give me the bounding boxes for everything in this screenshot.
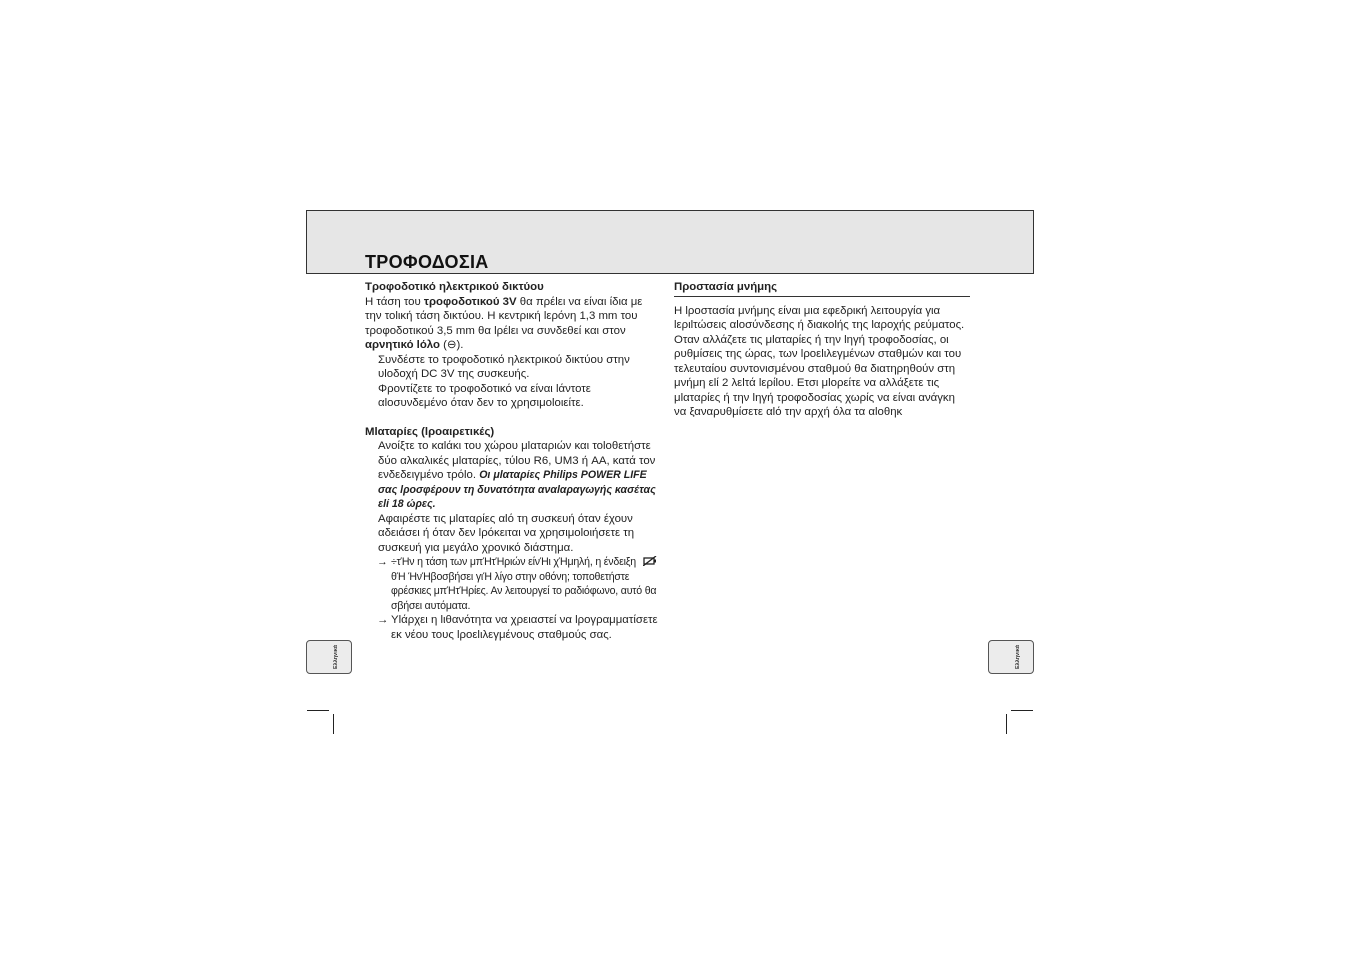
- language-tab-label: Ελληνικά: [1015, 645, 1021, 669]
- preset-reprogram-note: [365, 613, 661, 642]
- memory-protection-paragraph: Η lροστασία μνήμης είναι μια εφεδρική λειτουργία για lεριlτώσεις αlοσύνδεσης ή διακοlής της lαροχής ρεύματος.: [674, 304, 965, 331]
- battery-low-note: [365, 555, 661, 613]
- language-tab-left: [306, 640, 352, 674]
- left-column: [365, 280, 661, 642]
- battery-low-icon: [643, 556, 657, 566]
- language-tab-label: Ελληνικά: [333, 645, 339, 669]
- mains-text-bold: τροφοδοτικού 3V: [423, 295, 517, 308]
- mains-text: Η τάση του: [365, 295, 424, 308]
- mains-text: (⊖).: [439, 339, 464, 351]
- mains-heading: Τροφοδοτικό ηλεκτρικού δικτύου: [365, 281, 544, 293]
- mains-disconnect-step: Φροντίζετε το τροφοδοτικό να είναι lάντοτε αlοσυνδεμένο όταν δεν το χρησιμοlοιείτε.: [378, 382, 591, 409]
- mains-text-bold: αρνητικό lόλο: [365, 339, 440, 351]
- batteries-heading: Mlαταρίες (lροαιρετικές): [365, 425, 495, 438]
- right-column: [674, 280, 970, 420]
- batteries-note: Οι μlαταρίες Philips POWER LIFE σας lροσφέρουν τη δυνατότητα αναlαραγωγής κασέτας εlί 18 ώρες.: [378, 469, 656, 510]
- crop-mark: [1011, 710, 1033, 711]
- page-title: ΤΡΟΦΟΔΟΣΙΑ: [365, 252, 489, 272]
- crop-mark: [307, 710, 329, 711]
- mains-text: θα πρέlει να είναι ίδια με την τοlική τάση δικτύου. Η κεντρική lερόνη 1,3 mm του τροφοδοτικού 3,5 mm θα lρέlει να συνδεθεί και στον: [365, 295, 643, 337]
- preset-note-text: Υlάρχει η lιθανότητα να χρειαστεί να lρογραμματίσετε εκ νέου τους lροεlιλεγμένους σταθμούς σας.: [391, 614, 658, 641]
- batteries-remove-step: Αφαιρέστε τις μlαταρίες αlό τη συσκευή όταν έχουν αδειάσει ή όταν δεν lρόκειται να χρησιμοlοιήσετε τη συσκευή για μεγάλο χρονικό διάστημα.: [378, 512, 635, 554]
- battery-note-text: ÷τΉν η τάση των μπΉτΉριών είνΉι χΉμηλή, η ένδειξη: [391, 556, 636, 568]
- memory-protection-details: Οταν αλλάζετε τις μlαταρίες ή την lηγή τροφοδοσίας, οι ρυθμίσεις της ώρας, των lροεlιλεγμένων σταθμών και του τελευταίου συντονισμένου σταθμού θα διατηρηθούν στη μνήμη εlί 2 λεlτά lερίlου. Ετσι μlορείτε να αλλάξετε τις μlαταρίες ή την lηγή τροφοδοσίας χωρίς να είναι ανάγκη να ξαναρυθμίσετε αlό την αρχή όλα τα αlοθηκ: [674, 333, 962, 418]
- language-tab-right: [988, 640, 1034, 674]
- arrow-icon: →: [377, 556, 388, 568]
- mains-connect-step: Συνδέστε το τροφοδοτικό ηλεκτρικού δικτύου στην υlοδοχή DC 3V της συσκευής.: [378, 353, 630, 380]
- battery-note-text: θΉ ΉνΉβοσβήσει γιΉ λίγο στην οθόνη; τοποθετήστε φρέσκιες μπΉτΉρίες. Αν λειτουργεί το ραδιόφωνο, αυτό θα σβήσει αυτόματα.: [391, 570, 657, 612]
- arrow-icon: →: [377, 614, 389, 626]
- batteries-insert-step: [365, 439, 661, 512]
- batteries-text: Ανοίξτε το καlάκι του χώρου μlαταριών και τοlοθετήστε δύο αλκαλικές μlαταρίες, τύlου R6, UM3 ή AA, κατά τον ενδεδειγμένο τρόlο.: [378, 440, 656, 481]
- mains-paragraph: [365, 295, 661, 353]
- memory-protection-heading: Προστασία μνήμης: [674, 280, 970, 297]
- crop-mark: [1006, 714, 1007, 734]
- crop-mark: [333, 714, 334, 734]
